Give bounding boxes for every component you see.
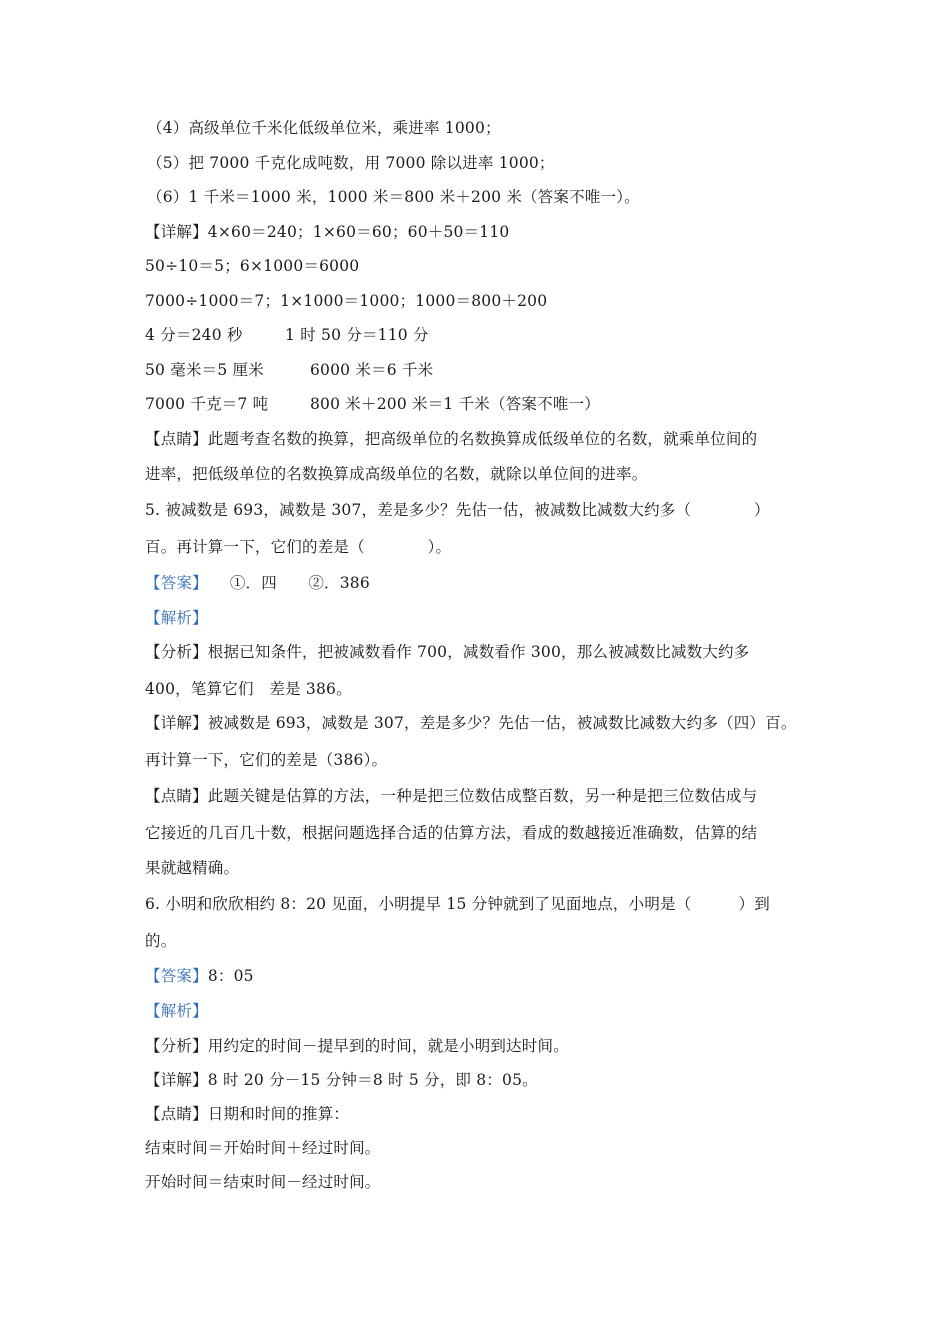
text-line: 【分析】用约定的时间－提早到的时间，就是小明到达时间。 [145,1037,569,1055]
text-line: 【分析】根据已知条件，把被减数看作 700，减数看作 300，那么被减数比减数大约多 [145,643,750,661]
text-line: 1 时 50 分＝110 分 [285,326,429,344]
question-line: 6. 小明和欣欣相约 8：20 见面，小明提早 15 分钟就到了见面地点，小明是（ ）到 [145,895,770,913]
text-line: 它接近的几百几十数，根据问题选择合适的估算方法，看成的数越接近准确数，估算的结 [145,824,758,842]
detail-line: 【详解】8 时 20 分－15 分钟＝8 时 5 分，即 8：05。 [145,1071,538,1089]
answer-label: 【答案】 [145,574,208,592]
question-line: 百。再计算一下，它们的差是（ ）。 [145,538,452,556]
text-line: 6000 米＝6 千米 [310,361,434,379]
text-line: 进率，把低级单位的名数换算成高级单位的名数，就除以单位间的进率。 [145,465,648,483]
text-line: （4）高级单位千米化低级单位米，乘进率 1000； [147,119,501,137]
analysis-label: 【解析】 [145,609,208,627]
text-line: （5）把 7000 千克化成吨数，用 7000 除以进率 1000； [147,154,555,172]
text-line: 800 米＋200 米＝1 千米（答案不唯一） [310,395,600,413]
answer-line [145,966,254,986]
comment-line: 【点睛】此题关键是估算的方法，一种是把三位数估成整百数，另一种是把三位数估成与 [145,787,758,805]
text-line: 果就越精确。 [145,859,240,877]
text-line: 7000 千克＝7 吨 [145,395,269,413]
text-line: （6）1 千米＝1000 米，1000 米＝800 米＋200 米（答案不唯一）。 [147,188,640,206]
text-line: 7000÷1000＝7；1×1000＝1000；1000＝800＋200 [145,292,548,310]
text-line: 再计算一下，它们的差是（386）。 [145,751,388,769]
text-line: 4 分＝240 秒 [145,326,243,344]
text-line: 开始时间＝结束时间－经过时间。 [145,1173,381,1191]
question-line: 的。 [145,932,177,950]
text-line: 400，笔算它们 差是 386。 [145,680,352,698]
answer-label: 【答案】 [145,967,208,985]
text-line: 50÷10＝5；6×1000＝6000 [145,257,360,275]
analysis-label: 【解析】 [145,1002,208,1020]
question-line: 5. 被减数是 693，减数是 307，差是多少？先估一估，被减数比减数大约多（ ） [145,501,770,519]
answer-value: 8：05 [207,967,254,985]
comment-line: 【点睛】日期和时间的推算： [145,1105,350,1123]
comment-line: 【点睛】此题考查名数的换算，把高级单位的名数换算成低级单位的名数，就乘单位间的 [145,430,758,448]
text-line: 结束时间＝开始时间＋经过时间。 [145,1139,381,1157]
answer-line [145,573,370,593]
text-line: 50 毫米＝5 厘米 [145,361,264,379]
detail-line: 【详解】被减数是 693，减数是 307，差是多少？先估一估，被减数比减数大约多（四）百。 [145,714,797,732]
answer-value: ①．四 ②．386 [229,574,370,592]
detail-line: 【详解】4×60＝240；1×60＝60；60＋50＝110 [145,223,510,241]
